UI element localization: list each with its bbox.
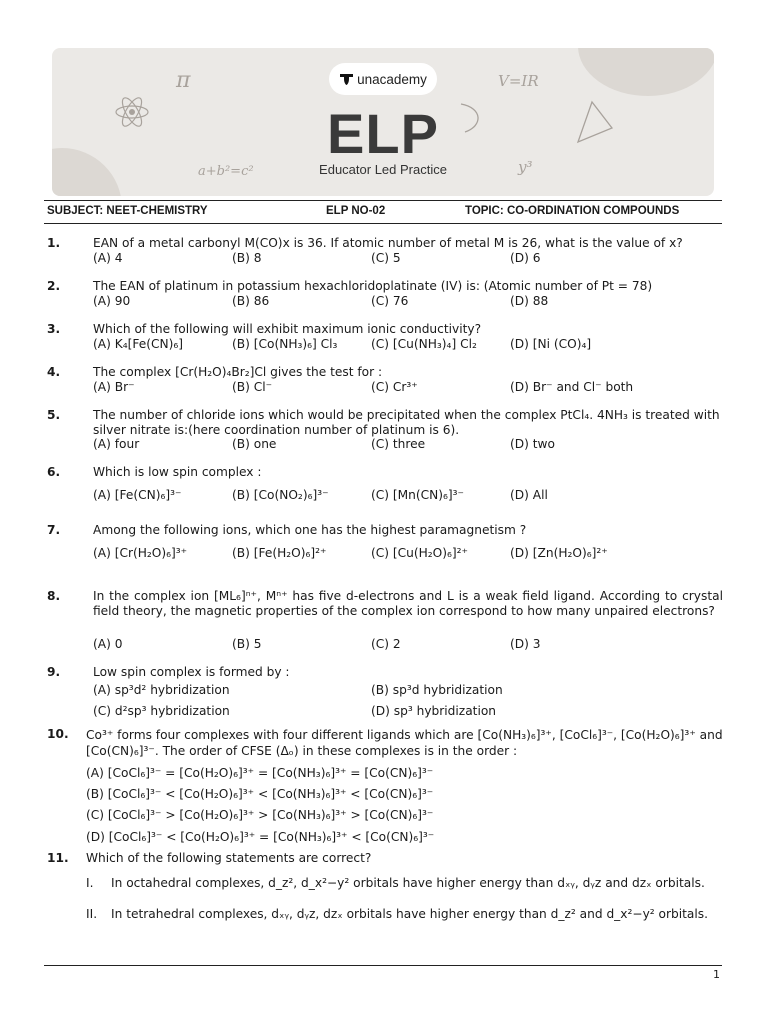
header-bottom-rule [44, 223, 722, 224]
question-text: Co³⁺ forms four complexes with four different ligands which are [Co(NH₃)₆]³⁺, [CoCl₆]³⁻, [Co(H₂O)₆]³⁺ and [Co(CN)₆]³⁻. The order of CFSE (Δₒ) in these complexes is in the order : [86, 728, 723, 758]
option-a: (A) 90 [93, 294, 131, 308]
option-a: (A) 0 [93, 637, 123, 651]
option-d: (D) 3 [510, 637, 541, 651]
header-top-rule [44, 200, 722, 201]
footer-rule [44, 965, 722, 966]
elp-title: ELP [327, 102, 439, 165]
option-c: (C) [Mn(CN)₆]³⁻ [371, 488, 464, 502]
option-a: (A) [CoCl₆]³⁻ = [Co(H₂O)₆]³⁺ = [Co(NH₃)₆]³⁺ = [Co(CN)₆]³⁻ [86, 766, 434, 780]
question-number: 1. [47, 236, 61, 250]
decorative-circle [578, 48, 714, 96]
option-b: (B) [CoCl₆]³⁻ < [Co(H₂O)₆]³⁺ < [Co(NH₃)₆]³⁺ < [Co(CN)₆]³⁻ [86, 787, 434, 801]
question-number: 4. [47, 365, 61, 379]
question-text: In the complex ion [ML₆]ⁿ⁺, Mⁿ⁺ has five d-electrons and L is a weak field ligand. According to crystal field theory, the magnetic properties of the complex ion correspond to how many unpaired electrons? [93, 589, 723, 618]
option-d: (D) two [510, 437, 555, 451]
option-a: (A) Br⁻ [93, 380, 135, 394]
option-d: (D) [Ni (CO)₄] [510, 337, 592, 351]
question-text: The EAN of platinum in potassium hexachloridoplatinate (IV) is: (Atomic number of Pt = 78) [93, 279, 653, 293]
option-d: (D) 6 [510, 251, 541, 265]
brand-name: unacademy [357, 71, 427, 87]
option-c: (C) [Cu(H₂O)₆]²⁺ [371, 546, 468, 560]
pythagoras-text: a+b²=c² [198, 164, 254, 179]
option-b: (B) [Co(NO₂)₆]³⁻ [232, 488, 329, 502]
option-b: (B) Cl⁻ [232, 380, 273, 394]
option-c: (C) three [371, 437, 426, 451]
option-b: (B) one [232, 437, 277, 451]
question-number: 8. [47, 589, 61, 603]
unacademy-logo [329, 63, 437, 95]
question-text: Which is low spin complex : [93, 465, 262, 479]
option-b: (B) [Fe(H₂O)₆]²⁺ [232, 546, 327, 560]
option-a: (A) four [93, 437, 140, 451]
question-number: 11. [47, 851, 69, 865]
option-a: (A) sp³d² hybridization [93, 683, 230, 697]
option-d: (D) All [510, 488, 548, 502]
option-c: (C) 5 [371, 251, 401, 265]
question-text: The number of chloride ions which would be precipitated when the complex PtCl₄. 4NH₃ is treated with silver nitrate is:(here coordination number of platinum is 6). [93, 408, 720, 437]
question-number: 7. [47, 523, 61, 537]
option-c: (C) d²sp³ hybridization [93, 704, 230, 718]
option-c: (C) 2 [371, 637, 401, 651]
option-b: (B) 8 [232, 251, 262, 265]
question-number: 3. [47, 322, 61, 336]
question-number: 2. [47, 279, 61, 293]
question-text: Which of the following will exhibit maximum ionic conductivity? [93, 322, 482, 336]
header-banner [52, 48, 714, 196]
option-d: (D) [Zn(H₂O)₆]²⁺ [510, 546, 608, 560]
question-text: EAN of a metal carbonyl M(CO)x is 36. If atomic number of metal M is 26, what is the value of x? [93, 236, 683, 250]
elp-number: ELP NO-02 [326, 205, 386, 217]
option-a: (A) K₄[Fe(CN)₆] [93, 337, 183, 351]
question-text: Among the following ions, which one has the highest paramagnetism ? [93, 523, 527, 537]
page-number: 1 [713, 968, 720, 981]
option-c: (C) 76 [371, 294, 409, 308]
option-d: (D) sp³ hybridization [371, 704, 497, 718]
y-cube-text: y³ [518, 158, 533, 176]
question-number: 10. [47, 727, 69, 741]
option-c: (C) Cr³⁺ [371, 380, 418, 394]
elp-subtitle: Educator Led Practice [319, 162, 447, 177]
option-c: (C) [Cu(NH₃)₄] Cl₂ [371, 337, 477, 351]
statement-text: In octahedral complexes, d_z², d_x²−y² orbitals have higher energy than dₓᵧ, dᵧz and dzₓ orbitals. [111, 876, 705, 890]
option-a: (A) [Fe(CN)₆]³⁻ [93, 488, 182, 502]
option-b: (B) [Co(NH₃)₆] Cl₃ [232, 337, 338, 351]
option-a: (A) 4 [93, 251, 123, 265]
statement-text: In tetrahedral complexes, dₓᵧ, dᵧz, dzₓ orbitals have higher energy than d_z² and d_x²−y² orbitals. [111, 907, 709, 921]
unacademy-logo-icon [339, 73, 354, 86]
question-number: 9. [47, 665, 61, 679]
option-d: (D) 88 [510, 294, 549, 308]
option-d: (D) Br⁻ and Cl⁻ both [510, 380, 634, 394]
question-number: 6. [47, 465, 61, 479]
question-text: Low spin complex is formed by : [93, 665, 290, 679]
option-c: (C) [CoCl₆]³⁻ > [Co(H₂O)₆]³⁺ > [Co(NH₃)₆]³⁺ > [Co(CN)₆]³⁻ [86, 808, 434, 822]
topic-label: TOPIC: CO-ORDINATION COMPOUNDS [465, 205, 680, 217]
option-b: (B) 86 [232, 294, 270, 308]
question-number: 5. [47, 408, 61, 422]
option-b: (B) 5 [232, 637, 262, 651]
ohms-law-text: V=IR [498, 72, 539, 90]
option-d: (D) [CoCl₆]³⁻ < [Co(H₂O)₆]³⁺ = [Co(NH₃)₆]³⁺ < [Co(CN)₆]³⁻ [86, 830, 435, 844]
statement-number: II. [86, 907, 98, 921]
question-text: Which of the following statements are correct? [86, 851, 372, 865]
question-text: The complex [Cr(H₂O)₄Br₂]Cl gives the test for : [93, 365, 383, 379]
option-a: (A) [Cr(H₂O)₆]³⁺ [93, 546, 188, 560]
statement-number: I. [86, 876, 94, 890]
subject-label: SUBJECT: NEET-CHEMISTRY [47, 205, 208, 217]
pi-symbol: π [176, 68, 191, 93]
option-b: (B) sp³d hybridization [371, 683, 503, 697]
